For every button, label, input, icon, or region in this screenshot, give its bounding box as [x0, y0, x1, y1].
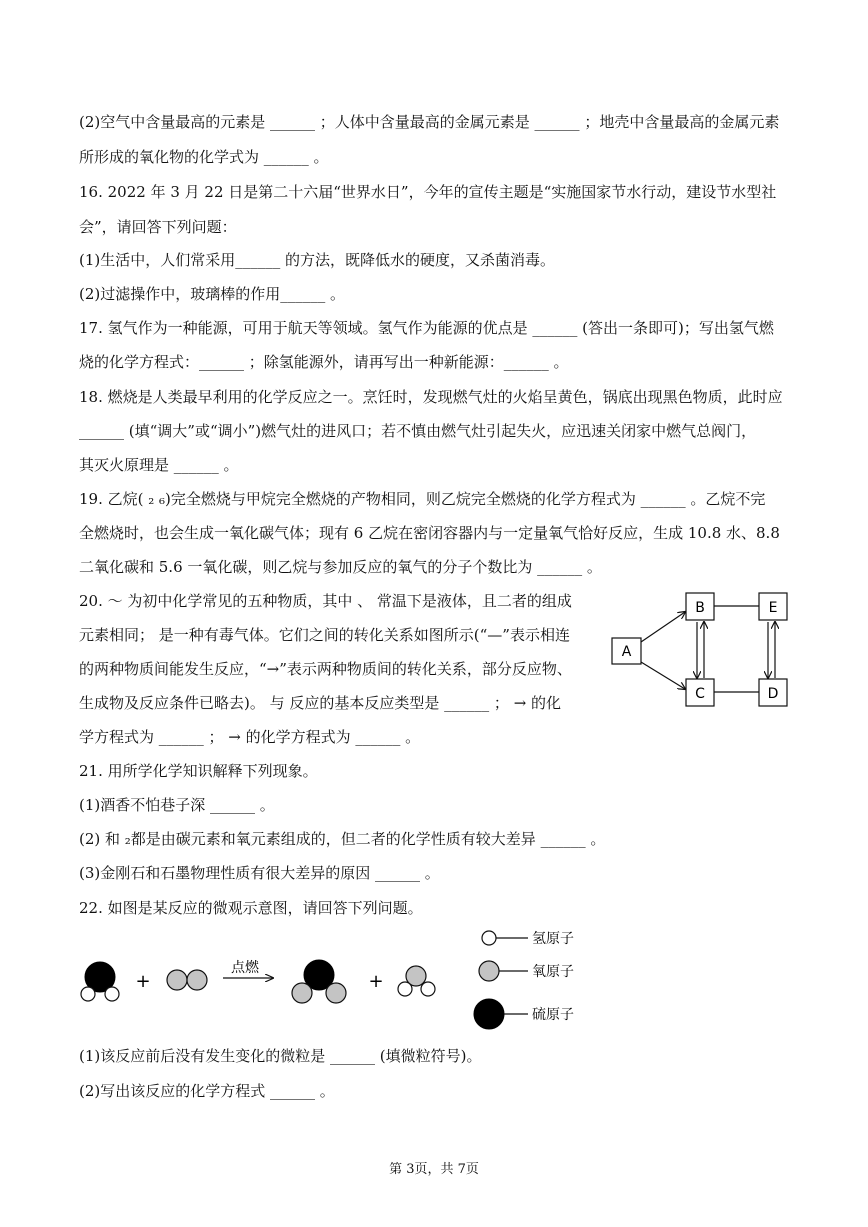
node-e: [759, 593, 787, 620]
node-d: [759, 679, 787, 706]
node-a: [612, 638, 641, 664]
q22-part1: (1)该反应前后没有发生变化的微粒是 ______ (填微粒符号)。: [79, 1047, 482, 1065]
svg-text:氧原子: 氧原子: [532, 964, 574, 980]
q20-line2: 元素相同； 是一种有毒气体。它们之间的转化关系如图所示(“—”表示相连: [79, 626, 570, 644]
h2s-molecule: [81, 962, 119, 1001]
page-footer: 第 3页，共 7页: [389, 1162, 479, 1177]
q16-line2: 会”，请回答下列问题：: [79, 218, 237, 236]
q22-reaction-diagram: [70, 925, 590, 1035]
q21-part2: (2) 和 ₂都是由碳元素和氧元素组成的，但二者的化学性质有较大差异 ______ 。: [79, 830, 606, 848]
q19-line2: 全燃烧时，也会生成一氧化碳气体；现有 6 乙烷在密闭容器内与一定量氧气恰好反应，生成 10.8 水、8.8: [79, 524, 780, 542]
svg-text:E: E: [768, 600, 778, 616]
q17-line2: 烧的化学方程式：______ ；除氢能源外，请再写出一种新能源：______ 。: [79, 353, 569, 371]
o2-molecule: [167, 970, 207, 990]
svg-text:D: D: [767, 686, 779, 702]
edge-a-c: [641, 662, 685, 689]
q15-part2-line2: 所形成的氧化物的化学式为 ______ 。: [79, 148, 329, 166]
q21-part1: (1)酒香不怕巷子深 ______ 。: [79, 796, 275, 814]
q21-stem: 21. 用所学化学知识解释下列现象。: [79, 762, 318, 780]
h2o-molecule: [398, 966, 435, 996]
q19-line3: 二氧化碳和 5.6 一氧化碳，则乙烷与参加反应的氧气的分子个数比为 ______ 。: [79, 558, 602, 576]
q18-line2: ______ (填“调大”或“调小”)燃气灶的进风口；若不慎由燃气灶引起失火，应迅速关闭家中燃气总阀门，: [79, 422, 757, 440]
q20-line1: 20. ～ 为初中化学常见的五种物质，其中 、 常温下是液体，且二者的组成: [79, 592, 572, 610]
q16-line1: 16. 2022 年 3 月 22 日是第二十六届“世界水日”，今年的宣传主题是“实施国家节水行动，建设节水型社: [79, 183, 777, 201]
q18-line3: 其灭火原理是 ______ 。: [79, 456, 239, 474]
svg-text:C: C: [695, 686, 705, 702]
q16-part1: (1)生活中，人们常采用______ 的方法，既降低水的硬度，又杀菌消毒。: [79, 251, 556, 269]
q20-diagram: [605, 590, 795, 715]
so2-molecule: [292, 960, 346, 1003]
q21-part3: (3)金刚石和石墨物理性质有很大差异的原因 ______ 。: [79, 864, 440, 882]
node-c: [686, 679, 714, 706]
node-b: [686, 593, 714, 620]
svg-text:B: B: [695, 600, 705, 616]
q16-part2: (2)过滤操作中，玻璃棒的作用______ 。: [79, 285, 346, 303]
q18-line1: 18. 燃烧是人类最早利用的化学反应之一。烹饪时，发现燃气灶的火焰呈黄色，锅底出现黑色物质，此时应: [79, 388, 783, 406]
legend-hydrogen: [482, 931, 574, 947]
q22-stem: 22. 如图是某反应的微观示意图，请回答下列问题。: [79, 899, 423, 917]
q20-line4: 生成物及反应条件已略去)。 与 反应的基本反应类型是 ______ ； → 的化: [79, 694, 562, 712]
q20-line5: 学方程式为 ______ ； → 的化学方程式为 ______ 。: [79, 728, 421, 746]
svg-text:氢原子: 氢原子: [532, 931, 574, 947]
q15-part2-line1: (2)空气中含量最高的元素是 ______ ；人体中含量最高的金属元素是 ______ ；地壳中含量最高的金属元素: [79, 113, 780, 131]
reaction-condition-label: 点燃: [231, 960, 259, 976]
legend-sulfur: [474, 999, 574, 1029]
q17-line1: 17. 氢气作为一种能源，可用于航天等领域。氢气作为能源的优点是 ______ (答出一条即可)；写出氢气燃: [79, 319, 774, 337]
q20-line3: 的两种物质间能发生反应，“→”表示两种物质间的转化关系，部分反应物、: [79, 660, 572, 678]
legend-oxygen: [479, 961, 574, 981]
svg-text:硫原子: 硫原子: [532, 1007, 574, 1023]
q19-line1: 19. 乙烷( ₂ ₆)完全燃烧与甲烷完全燃烧的产物相同，则乙烷完全燃烧的化学方程式为 ______ 。乙烷不完: [79, 490, 766, 508]
edge-a-b: [641, 612, 685, 642]
q22-part2: (2)写出该反应的化学方程式 ______ 。: [79, 1082, 335, 1100]
plus-sign-1: +: [135, 971, 151, 992]
svg-text:A: A: [621, 644, 632, 660]
plus-sign-2: +: [368, 971, 384, 992]
